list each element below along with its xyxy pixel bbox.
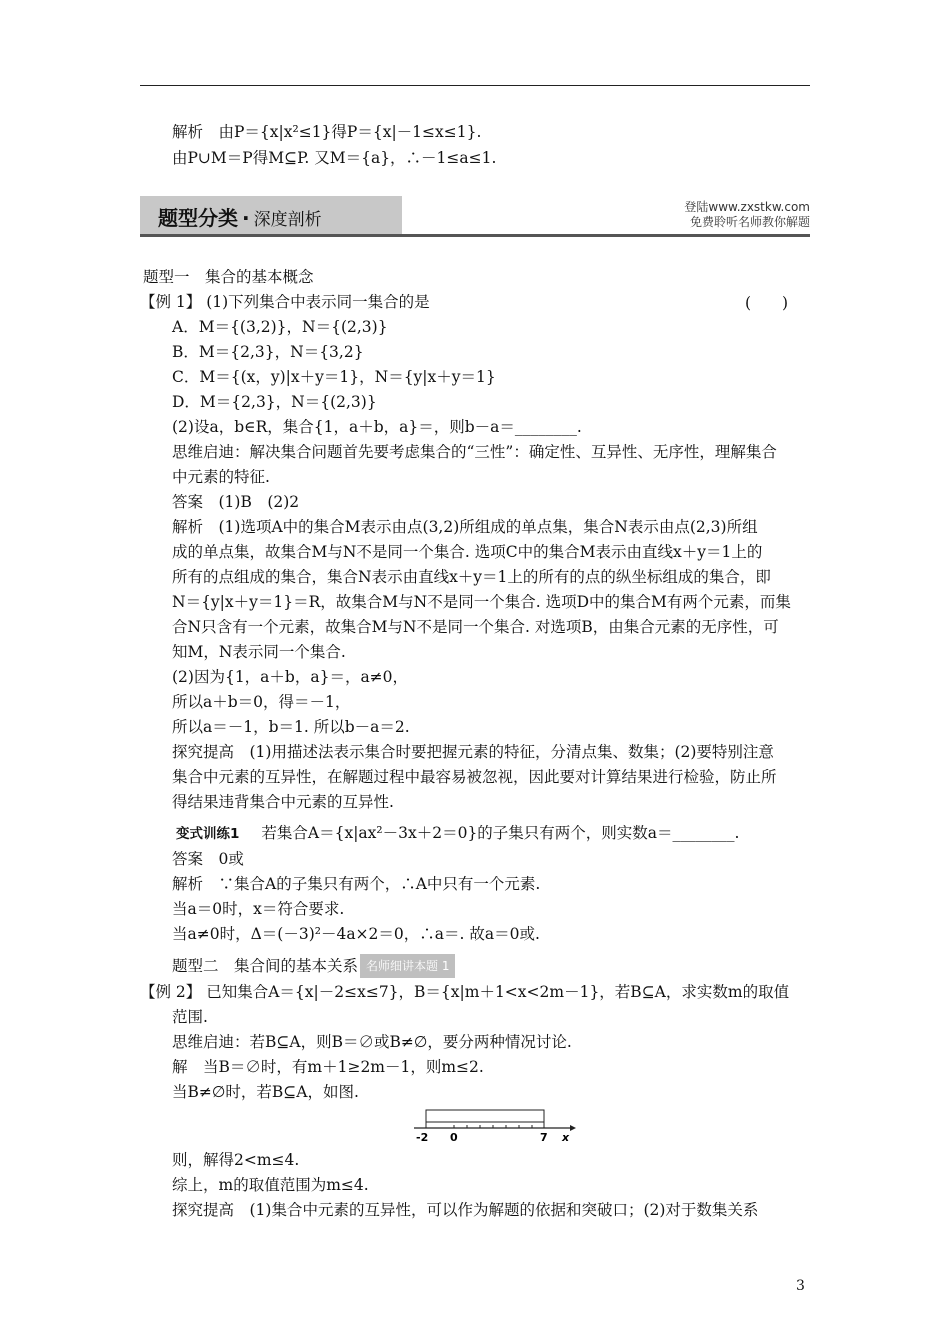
variant-text: 若集合A＝{x|ax²－3x＋2＝0}的子集只有两个，则实数a＝________. bbox=[261, 824, 740, 842]
text-line: 得结果违背集合中元素的互异性. bbox=[172, 793, 394, 811]
text-line: 解析 ∵集合A的子集只有两个，∴A中只有一个元素. bbox=[172, 875, 541, 893]
text-line: 解 当B＝∅时，有m＋1≥2m－1，则m≤2. bbox=[172, 1058, 484, 1076]
text-line: 探究提高 (1)用描述法表示集合时要把握元素的特征，分清点集、数集；(2)要特别注意 bbox=[172, 743, 774, 761]
answer-line: 答案 (1)B (2)2 bbox=[172, 493, 300, 511]
text-line: 所以a＋b＝0，得＝－1， bbox=[172, 693, 351, 711]
text-line: 范围. bbox=[172, 1008, 208, 1026]
banner-title-main: 题型分类 bbox=[158, 206, 238, 230]
text-line: 当a≠0时，Δ＝(－3)²－4a×2＝0，∴a＝. 故a＝0或. bbox=[172, 925, 540, 943]
text-line: 集合中元素的互异性，在解题过程中最容易被忽视，因此要对计算结果进行检验，防止所 bbox=[172, 768, 777, 786]
text-line: 则，解得2<m≤4. bbox=[172, 1151, 300, 1169]
choice-d: D．M＝{2,3}，N＝{(2,3)} bbox=[172, 393, 377, 411]
choice-a: A．M＝{(3,2)}，N＝{(2,3)} bbox=[172, 318, 388, 336]
text-line: 当a＝0时，x＝符合要求. bbox=[172, 900, 345, 918]
text-line: 思维启迪：若B⊆A，则B＝∅或B≠∅，要分两种情况讨论. bbox=[172, 1033, 572, 1051]
text-line: 所以a＝－1，b＝1. 所以b－a＝2. bbox=[172, 718, 410, 736]
section-banner bbox=[140, 196, 810, 240]
choice-c: C．M＝{(x，y)|x＋y＝1}，N＝{y|x＋y＝1} bbox=[172, 368, 496, 386]
text-line: 【例 1】 (1)下列集合中表示同一集合的是 bbox=[140, 293, 430, 311]
text-line: (2)设a，b∈R，集合{1，a＋b，a}＝，则b－a＝________. bbox=[172, 418, 582, 436]
answer-line: 答案 0或 bbox=[172, 850, 244, 868]
text-line: 当B≠∅时，若B⊆A，如图. bbox=[172, 1083, 359, 1101]
text-line: 综上，m的取值范围为m≤4. bbox=[172, 1176, 369, 1194]
text-line: 知M，N表示同一个集合. bbox=[172, 643, 346, 661]
text-line: 所有的点组成的集合，集合N表示由直线x＋y＝1上的所有的点的纵坐标组成的集合，即 bbox=[172, 568, 771, 586]
label-zero: 0 bbox=[450, 1131, 458, 1144]
number-line-arrow bbox=[570, 1125, 576, 1131]
banner-title bbox=[158, 202, 322, 231]
variant-exercise-line bbox=[176, 822, 739, 845]
banner-separator: · bbox=[242, 206, 250, 230]
banner-right-line2: 免费聆听名师教你解题 bbox=[689, 215, 810, 229]
text-line: 探究提高 (1)集合中元素的互异性，可以作为解题的依据和突破口；(2)对于数集关系 bbox=[172, 1201, 759, 1219]
top-rule bbox=[140, 85, 810, 86]
text-line: 解析 由P＝{x|x²≤1}得P＝{x|－1≤x≤1}. bbox=[172, 123, 482, 141]
text-line: 【例 2】 已知集合A＝{x|－2≤x≤7}，B＝{x|m＋1<x<2m－1}，若B⊆A，求实数m的取值 bbox=[140, 983, 790, 1001]
banner-right-line1: 登陆www.zxstkw.com bbox=[684, 200, 810, 214]
lecture-badge[interactable]: 名师细讲本题 1 bbox=[360, 954, 455, 978]
text-line: 中元素的特征. bbox=[172, 468, 270, 486]
section-heading-line bbox=[172, 954, 455, 978]
banner-subtitle: 深度剖析 bbox=[253, 210, 322, 230]
choice-b: B．M＝{2,3}，N＝{3,2} bbox=[172, 343, 364, 361]
text-line: 成的单点集，故集合M与N不是同一个集合. 选项C中的集合M表示由直线x＋y＝1上的 bbox=[172, 543, 763, 561]
label-seven: 7 bbox=[540, 1131, 548, 1144]
page-number: 3 bbox=[796, 1278, 805, 1294]
text-line: 由P∪M＝P得M⊆P. 又M＝{a}，∴－1≤a≤1. bbox=[172, 149, 497, 167]
text-line: 思维启迪：解决集合问题首先要考虑集合的“三性”：确定性、互异性、无序性，理解集合 bbox=[172, 443, 777, 461]
number-line-diagram bbox=[410, 1104, 580, 1144]
section-heading: 题型一 集合的基本概念 bbox=[143, 268, 314, 286]
section-heading: 题型二 集合间的基本关系 bbox=[172, 957, 359, 975]
banner-rule bbox=[140, 234, 810, 237]
banner-website-note[interactable] bbox=[684, 200, 810, 230]
text-line: (2)因为{1，a＋b，a}＝，a≠0， bbox=[172, 668, 409, 686]
text-line: 合N只含有一个元素，故集合M与N不是同一个集合. 对选项B，由集合元素的无序性，可 bbox=[172, 618, 779, 636]
label-minus-two: -2 bbox=[416, 1131, 429, 1144]
label-x: x bbox=[562, 1131, 570, 1144]
text-line: 解析 (1)选项A中的集合M表示由点(3,2)所组成的单点集，集合N表示由点(2,3)所组 bbox=[172, 518, 758, 536]
variant-label: 变式训练1 bbox=[176, 826, 240, 842]
answer-parentheses: ( ) bbox=[745, 294, 789, 312]
text-line: N＝{y|x＋y＝1}＝R，故集合M与N不是同一个集合. 选项D中的集合M有两个元素，而集 bbox=[172, 593, 791, 611]
interval-box bbox=[426, 1110, 544, 1122]
